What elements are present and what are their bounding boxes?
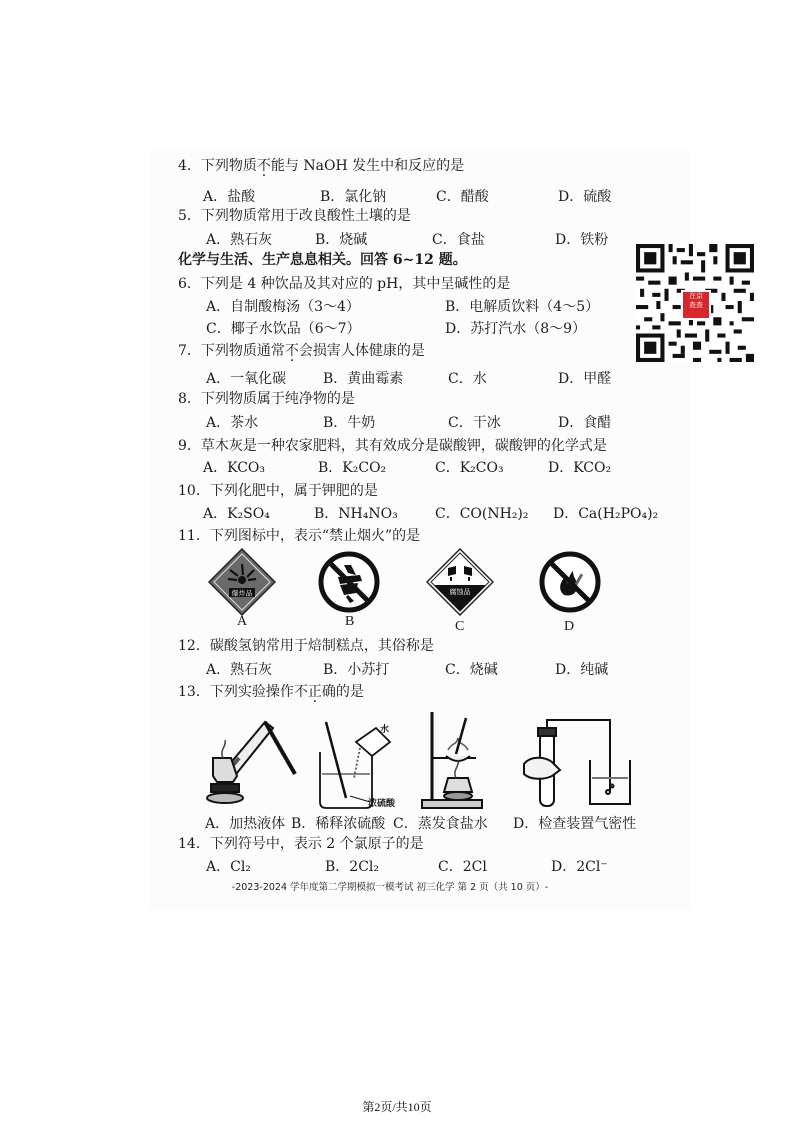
q4-option-a: A．盐酸 [203,189,256,205]
heating-liquid-diagram [203,712,298,807]
q6-option-c: C．椰子水饮品（6～7） [206,321,361,337]
q4-stem-part1: 4．下列物质 [178,158,257,174]
airtightness-check-diagram [520,712,640,812]
q14-option-c: C．2Cl [438,859,487,875]
q8-option-b: B．牛奶 [323,415,376,431]
question-13-stem [178,683,364,701]
question-4-stem [178,157,464,175]
acid-label: 浓硫酸 [368,799,396,809]
question-14-stem: 14．下列符号中，表示 2 个氯原子的是 [178,836,424,852]
q4-emphasis: 不 [256,158,271,174]
q14-option-a: A．Cl₂ [206,859,251,875]
q4-option-d: D．硫酸 [558,189,612,205]
q5-option-c: C．食盐 [432,232,485,248]
question-5-stem: 5．下列物质常用于改良酸性土壤的是 [178,208,411,224]
q5-option-d: D．铁粉 [555,232,609,248]
q4-option-c: C．醋酸 [436,189,489,205]
sign-d-letter: D [564,619,575,634]
evaporate-salt-diagram [418,708,518,812]
q13-option-b: B．稀释浓硫酸 [291,816,386,832]
exam-footer: -2023-2024 学年度第二学期模拟一模考试 初三化学 第 2 页（共 10 页）- [231,882,549,893]
q7-option-d: D．甲醛 [558,371,612,387]
q7-option-b: B．黄曲霉素 [323,371,404,387]
question-7-stem [178,342,425,360]
q8-option-c: C．干冰 [448,415,501,431]
q9-option-d: D．KCO₂ [548,460,612,476]
q13-option-a: A．加热液体 [205,816,286,832]
explosive-sign-icon [208,548,276,616]
q8-option-d: D．食醋 [558,415,612,431]
q6-option-a: A．自制酸梅汤（3～4） [206,299,360,315]
q6-option-d: D．苏打汽水（8～9） [445,321,587,337]
q10-option-a: A．K₂SO₄ [203,506,270,522]
q7-emphasis: 不 [284,343,299,359]
q13-option-d: D．检查装置气密性 [513,816,637,832]
no-fireworks-sign-icon [318,551,380,613]
page-number: 第2页/共10页 [362,1100,432,1114]
q8-option-a: A．茶水 [206,415,259,431]
water-label: 水 [380,725,390,735]
question-12-stem: 12．碳酸氢钠常用于焙制糕点，其俗称是 [178,638,434,654]
corrosive-sign-icon [426,548,494,616]
qr-brand-logo: 在京 查查 [681,290,711,320]
q13-stem-part1: 13．下列实验操作 [178,684,294,700]
no-flame-sign-icon [539,551,601,613]
sign-b-letter: B [345,614,355,629]
q14-option-b: B．2Cl₂ [325,859,379,875]
q6-option-b: B．电解质饮料（4～5） [445,299,600,315]
q7-stem-part2: 会损害人体健康的是 [298,343,425,359]
q9-option-a: A．KCO₃ [203,460,265,476]
q9-option-b: B．K₂CO₂ [318,460,387,476]
question-11-stem: 11．下列图标中，表示“禁止烟火”的是 [178,528,421,544]
sign-c-letter: C [455,619,465,634]
sign-c-label: 腐蚀品 [449,588,471,596]
q5-option-a: A．熟石灰 [206,232,273,248]
question-6-stem: 6．下列是 4 种饮品及其对应的 pH，其中呈碱性的是 [178,276,511,292]
q12-option-d: D．纯碱 [555,662,609,678]
question-9-stem: 9．草木灰是一种农家肥料，其有效成分是碳酸钾，碳酸钾的化学式是 [178,438,607,454]
q7-option-c: C．水 [448,371,487,387]
q7-stem-part1: 7．下列物质通常 [178,343,285,359]
q4-option-b: B．氯化钠 [320,189,387,205]
q12-option-b: B．小苏打 [323,662,390,678]
q13-option-c: C．蒸发食盐水 [393,816,488,832]
q12-option-a: A．熟石灰 [206,662,273,678]
q10-option-b: B．NH₄NO₃ [314,506,398,522]
q14-option-d: D．2Cl⁻ [551,859,608,875]
q10-option-d: D．Ca(H₂PO₄)₂ [553,506,659,522]
q9-option-c: C．K₂CO₃ [435,460,504,476]
q13-emphasis: 不正确 [293,684,336,700]
q4-stem-part2: 能与 NaOH 发生中和反应的是 [270,158,465,174]
q13-stem-part2: 的是 [335,684,364,700]
q7-option-a: A．一氧化碳 [206,371,287,387]
q5-option-b: B．烧碱 [315,232,368,248]
q10-option-c: C．CO(NH₂)₂ [435,506,529,522]
question-8-stem: 8．下列物质属于纯净物的是 [178,391,355,407]
q12-option-c: C．烧碱 [445,662,498,678]
sign-a-letter: A [237,614,248,629]
section-intro: 化学与生活、生产息息相关。回答 6~12 题。 [178,252,467,268]
question-10-stem: 10．下列化肥中，属于钾肥的是 [178,483,378,499]
sign-a-label: 爆炸品 [231,589,253,598]
